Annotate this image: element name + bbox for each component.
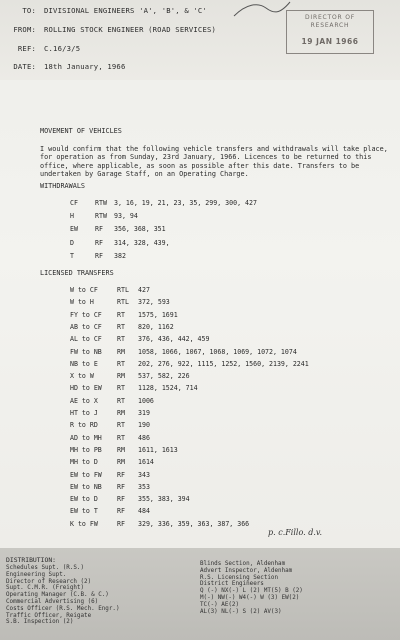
transfer-type: RT (117, 421, 125, 430)
memo-title: MOVEMENT OF VEHICLES (40, 127, 122, 135)
withdrawal-type: RF (95, 251, 103, 260)
transfer-vehicles: 537, 582, 226 (138, 372, 190, 381)
transfer-vehicles: 427 (138, 286, 150, 294)
withdrawal-garage: EW (70, 225, 78, 234)
transfer-type: RM (117, 372, 125, 381)
distribution-recipient: Engineering Supt. (6, 571, 67, 578)
transfer-type: RM (117, 445, 125, 454)
ref-line (6, 44, 80, 53)
distribution-recipient: AL(3) NL(-) S (2) AV(3) (200, 608, 282, 615)
transfer-route: W to CF (70, 286, 98, 294)
transfer-route: AD to MH (70, 433, 102, 442)
transfer-route: W to H (70, 298, 94, 307)
withdrawal-type: RTW (95, 212, 107, 221)
transfers-heading: LICENSED TRANSFERS (40, 269, 114, 277)
distribution-recipient: Director of Research (2) (6, 578, 92, 585)
transfer-route: EW to T (70, 507, 98, 516)
transfer-route: MH to D (70, 458, 98, 467)
received-stamp (286, 10, 374, 54)
transfer-vehicles: 353 (138, 482, 150, 491)
distribution-recipient: Costs Officer (R.S. Mech. Engr.) (6, 605, 120, 612)
transfer-vehicles: 372, 593 (138, 298, 170, 307)
date-line (6, 62, 126, 71)
transfer-route: MH to PB (70, 445, 102, 454)
ref-value: C.16/3/5 (44, 44, 81, 53)
transfer-type: RT (117, 335, 125, 344)
distribution-heading: DISTRIBUTION: (6, 556, 57, 564)
distribution-left-list (6, 565, 120, 626)
transfer-vehicles: 1611, 1613 (138, 445, 178, 454)
from-label: FROM: (13, 25, 36, 34)
withdrawal-vehicles: 93, 94 (114, 212, 138, 221)
transfer-type: RF (117, 482, 125, 491)
transfer-type: RF (117, 470, 125, 479)
transfer-vehicles: 376, 436, 442, 459 (138, 335, 210, 344)
distribution-recipient: R.S. Licensing Section (200, 574, 279, 581)
transfer-route: EW to FW (70, 470, 102, 479)
distribution-recipient: M(-) NW(-) W4(-) W (3) EW(2) (200, 594, 300, 601)
distribution-recipient: S.B. Inspection (2) (6, 619, 74, 626)
transfer-route: HD to EW (70, 384, 102, 393)
withdrawal-vehicles: 3, 16, 19, 21, 23, 35, 299, 300, 427 (114, 199, 257, 207)
handwritten-scribble (232, 0, 292, 20)
transfer-vehicles: 319 (138, 409, 150, 417)
distribution-block (0, 548, 400, 640)
transfer-route: AE to X (70, 396, 98, 405)
withdrawal-garage: H (70, 212, 74, 221)
transfer-route: HT to J (70, 409, 98, 417)
transfer-route: X to W (70, 372, 94, 381)
transfer-type: RTL (117, 286, 129, 294)
transfer-type: RT (117, 433, 125, 442)
distribution-recipient: District Engineers (200, 581, 264, 588)
transfer-type: RM (117, 409, 125, 417)
distribution-recipient: Traffic Officer, Reigate (6, 612, 92, 619)
withdrawal-garage: CF (70, 199, 78, 207)
memo-body: I would confirm that the following vehicle transfers and withdrawals will take place, for operation as from Sunday, 23rd January, 1966. Licences to be returned to this office, where applicable, as soon as possible after this date. Transfers to be undertaken by Garage Staff, on an Operating Charge. (40, 145, 388, 178)
withdrawal-type: RTW (95, 199, 107, 207)
stamp-date: 19 JAN 1966 (301, 37, 359, 46)
transfer-route: EW to D (70, 495, 98, 504)
distribution-recipient: TC(-) AE(2) (200, 601, 240, 608)
transfer-type: RF (117, 495, 125, 504)
transfer-vehicles: 329, 336, 359, 363, 387, 366 (138, 519, 250, 528)
from-value: ROLLING STOCK ENGINEER (ROAD SERVICES) (44, 25, 217, 34)
handwritten-signature: p. c.Fillo. d.v. (268, 528, 322, 537)
distribution-right-list (200, 561, 303, 615)
distribution-recipient: Supt. C.M.R. (Freight) (6, 585, 85, 592)
withdrawal-type: RF (95, 238, 103, 247)
withdrawal-vehicles: 314, 328, 439, (114, 238, 170, 247)
transfer-type: RF (117, 507, 125, 516)
transfer-vehicles: 1614 (138, 458, 154, 467)
transfer-type: RM (117, 347, 125, 356)
transfer-type: RT (117, 322, 125, 331)
distribution-recipient: Q (-) NX(-) L (2) MT(5) B (2) (200, 588, 303, 595)
transfer-route: AL to CF (70, 335, 102, 344)
distribution-recipient: Schedules Supt. (R.S.) (6, 565, 85, 571)
transfer-vehicles: 202, 276, 922, 1115, 1252, 1560, 2139, 2241 (138, 359, 309, 368)
date-label: DATE: (13, 62, 36, 71)
distribution-recipient: Commercial Advertising (6) (6, 598, 99, 605)
transfer-vehicles: 1006 (138, 396, 154, 405)
transfer-route: FY to CF (70, 310, 102, 319)
to-label: TO: (22, 6, 36, 15)
transfer-vehicles: 486 (138, 433, 150, 442)
transfer-type: RF (117, 519, 125, 528)
transfer-vehicles: 1575, 1691 (138, 310, 178, 319)
transfer-vehicles: 1058, 1066, 1067, 1068, 1069, 1072, 1074 (138, 347, 297, 356)
withdrawal-garage: T (70, 251, 74, 260)
withdrawal-vehicles: 356, 368, 351 (114, 225, 166, 234)
transfer-route: NB to E (70, 359, 98, 368)
transfer-type: RT (117, 359, 125, 368)
transfer-route: EW to NB (70, 482, 102, 491)
transfer-vehicles: 190 (138, 421, 150, 430)
withdrawal-garage: D (70, 238, 74, 247)
to-value: DIVISIONAL ENGINEERS 'A', 'B', & 'C' (44, 6, 207, 15)
transfer-type: RT (117, 310, 125, 319)
transfer-route: FW to NB (70, 347, 102, 356)
from-line (6, 25, 216, 34)
transfer-type: RT (117, 384, 125, 393)
distribution-recipient: Operating Manager (C.B. & C.) (6, 592, 109, 599)
transfer-type: RT (117, 396, 125, 405)
distribution-recipient: Blinds Section, Aldenham (200, 561, 286, 567)
distribution-recipient: Advert Inspector, Aldenham (200, 567, 293, 574)
to-line (6, 6, 207, 15)
stamp-line-1: DIRECTOR OF (305, 14, 355, 21)
transfer-route: K to FW (70, 519, 98, 528)
transfer-route: R to RD (70, 421, 98, 430)
transfer-vehicles: 355, 383, 394 (138, 495, 190, 504)
date-value: 18th January, 1966 (44, 62, 126, 71)
ref-label: REF: (17, 44, 36, 53)
transfer-vehicles: 343 (138, 470, 150, 479)
stamp-line-2: RESEARCH (310, 22, 350, 29)
transfer-vehicles: 484 (138, 507, 150, 516)
withdrawals-heading: WITHDRAWALS (40, 182, 86, 190)
transfer-type: RM (117, 458, 125, 467)
withdrawal-vehicles: 382 (114, 251, 126, 260)
transfer-vehicles: 1128, 1524, 714 (138, 384, 198, 393)
transfer-vehicles: 820, 1162 (138, 322, 174, 331)
transfer-route: AB to CF (70, 322, 102, 331)
transfer-type: RTL (117, 298, 129, 307)
withdrawal-type: RF (95, 225, 103, 234)
